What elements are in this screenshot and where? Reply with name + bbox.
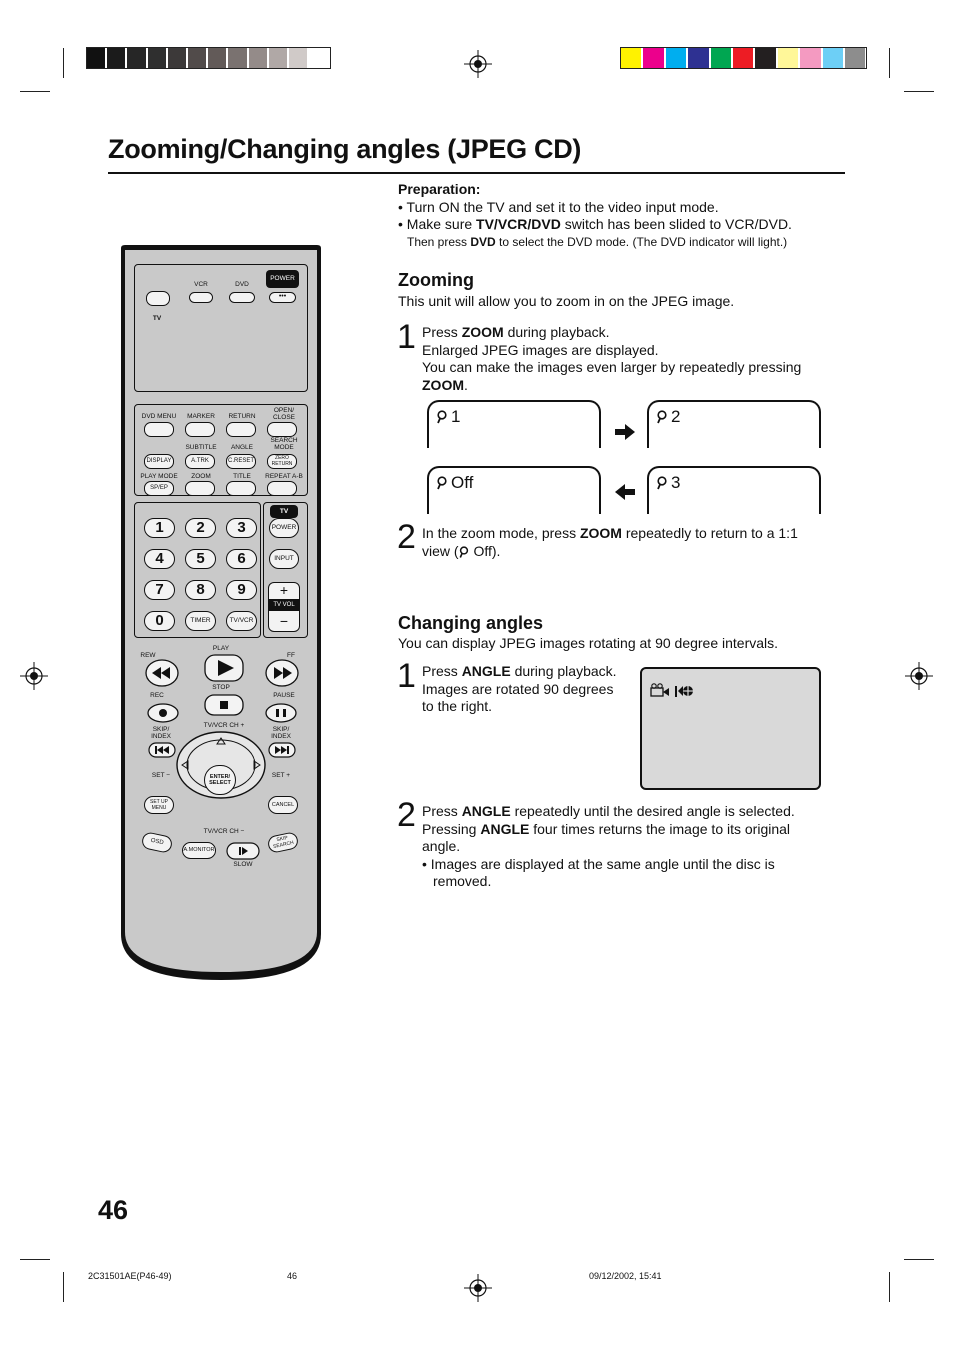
- ch-up-label: TV/VCR CH +: [203, 722, 245, 729]
- a-monitor-button[interactable]: A.MONITOR: [182, 842, 216, 859]
- zooming-heading: Zooming: [398, 270, 474, 290]
- crop-mark: [63, 48, 64, 78]
- angle-display-screen: [640, 667, 821, 790]
- zoom-magnifier-icon: [657, 476, 669, 490]
- slow-label: SLOW: [233, 861, 253, 868]
- ff-label: FF: [287, 652, 295, 659]
- registration-mark-icon: [464, 1274, 492, 1302]
- repeat-ab-label: REPEAT A-B: [265, 473, 303, 480]
- arrow-right-icon: [613, 423, 637, 441]
- play-label: PLAY: [212, 645, 230, 652]
- rewind-icon[interactable]: [144, 658, 180, 688]
- rec-label: REC: [150, 692, 164, 699]
- calibration-swatch: [249, 48, 267, 68]
- fast-forward-icon[interactable]: [264, 658, 300, 688]
- zoom-level-box: Off: [427, 466, 601, 514]
- volume-up-icon: +: [279, 582, 289, 598]
- calibration-swatch: [755, 48, 775, 68]
- zooming-intro: This unit will allow you to zoom in on the JPEG image.: [398, 293, 735, 309]
- calibration-swatch: [87, 48, 105, 68]
- pause-icon[interactable]: [264, 702, 298, 724]
- crop-mark: [20, 1259, 50, 1260]
- slow-icon[interactable]: [226, 842, 260, 860]
- cancel-button[interactable]: CANCEL: [268, 796, 298, 814]
- vcr-button[interactable]: [189, 292, 213, 303]
- calibration-swatch: [208, 48, 226, 68]
- calibration-swatch: [621, 48, 641, 68]
- angle-label: ANGLE: [230, 444, 254, 451]
- footer-left: 2C31501AE(P46-49): [88, 1271, 172, 1281]
- calibration-swatch: [289, 48, 307, 68]
- calibration-swatch: [269, 48, 287, 68]
- calibration-swatch: [188, 48, 206, 68]
- zoom-button[interactable]: [185, 481, 215, 496]
- subtitle-label: SUBTITLE: [185, 444, 217, 451]
- arrow-left-icon: [613, 483, 637, 501]
- number-9-button[interactable]: 9: [226, 580, 257, 600]
- timer-button[interactable]: TIMER: [185, 611, 216, 631]
- record-icon[interactable]: [146, 702, 180, 724]
- remote-control-illustration: [118, 244, 324, 982]
- step-number: 1: [397, 318, 416, 356]
- tv-volume-rocker[interactable]: [268, 582, 300, 632]
- power-button[interactable]: POWER: [266, 270, 299, 288]
- set-minus-label: SET −: [151, 772, 171, 779]
- dvd-label: DVD: [235, 281, 249, 288]
- calibration-swatch: [228, 48, 246, 68]
- zoom-level-box: 1: [427, 400, 601, 448]
- set-plus-label: SET +: [271, 772, 291, 779]
- crop-mark: [889, 48, 890, 78]
- calibration-swatch: [823, 48, 843, 68]
- step-number: 1: [397, 657, 416, 695]
- tv-vcr-button[interactable]: TV/VCR: [226, 611, 257, 631]
- calibration-swatch: [107, 48, 125, 68]
- number-4-button[interactable]: 4: [144, 549, 175, 569]
- angles-intro: You can display JPEG images rotating at 90 degree intervals.: [398, 635, 779, 651]
- zoom-level-box: 2: [647, 400, 821, 448]
- zoom-magnifier-icon: [437, 476, 449, 490]
- skip-back-icon[interactable]: [148, 742, 176, 758]
- angles-heading: Changing angles: [398, 613, 544, 633]
- calibration-swatch: [688, 48, 708, 68]
- marker-label: MARKER: [187, 413, 215, 420]
- calibration-swatch: [168, 48, 186, 68]
- setup-menu-button[interactable]: SET UP MENU: [144, 796, 174, 814]
- registration-mark-icon: [464, 50, 492, 78]
- more-button[interactable]: •••: [269, 292, 296, 303]
- zoom-label: ZOOM: [191, 473, 211, 480]
- number-0-button[interactable]: 0: [144, 611, 175, 631]
- page-title: Zooming/Changing angles (JPEG CD): [108, 134, 582, 164]
- preparation-line: • Make sure TV/VCR/DVD switch has been slided to VCR/DVD.: [398, 216, 792, 232]
- dvd-menu-label: DVD MENU: [141, 413, 177, 420]
- step-number: 2: [397, 796, 416, 834]
- angles-step1-text: Press ANGLE during playback. Images are rotated 90 degrees to the right.: [422, 663, 617, 714]
- stop-label: STOP: [212, 684, 230, 691]
- calibration-swatch: [845, 48, 865, 68]
- crop-mark: [20, 91, 50, 92]
- number-2-button[interactable]: 2: [185, 518, 216, 538]
- calibration-swatch: [711, 48, 731, 68]
- calibration-swatch: [800, 48, 820, 68]
- skip-index-right-label: SKIP/ INDEX: [271, 726, 291, 740]
- tv-switch-label: TV: [152, 315, 162, 322]
- registration-mark-icon: [905, 662, 933, 690]
- enter-select-button[interactable]: ENTER/ SELECT: [204, 765, 236, 795]
- open-close-button[interactable]: [267, 422, 297, 437]
- skip-index-left-label: SKIP/ INDEX: [151, 726, 171, 740]
- title-button[interactable]: [226, 481, 256, 496]
- skip-forward-icon[interactable]: [268, 742, 296, 758]
- crop-mark: [63, 1272, 64, 1302]
- creset-button[interactable]: C.RESET: [226, 454, 256, 469]
- return-button[interactable]: [226, 422, 256, 437]
- return-label: RETURN: [228, 413, 256, 420]
- number-8-button[interactable]: 8: [185, 580, 216, 600]
- title-label: TITLE: [233, 473, 251, 480]
- calibration-swatch: [733, 48, 753, 68]
- marker-button[interactable]: [185, 422, 215, 437]
- search-mode-label: SEARCH MODE: [270, 437, 298, 451]
- page-number: 46: [98, 1195, 129, 1225]
- skip-search-button[interactable]: SKIP SEARCH: [267, 831, 300, 854]
- preparation-block: [398, 181, 792, 251]
- repeat-ab-button[interactable]: [267, 481, 297, 496]
- zoom-magnifier-icon: [437, 410, 449, 424]
- registration-mark-icon: [20, 662, 48, 690]
- display-button[interactable]: DISPLAY: [144, 454, 174, 469]
- angles-step2-text: Press ANGLE repeatedly until the desired angle is selected. Pressing ANGLE four times returns the image to its original angle. • Images are displayed at the same angle until the disc is removed.: [422, 803, 795, 889]
- number-1-button[interactable]: 1: [144, 518, 175, 538]
- pause-label: PAUSE: [273, 692, 295, 699]
- input-button[interactable]: INPUT: [269, 549, 299, 569]
- tv-label: TV: [270, 505, 298, 518]
- tv-power-button[interactable]: POWER: [269, 518, 299, 538]
- dvd-button[interactable]: [229, 292, 255, 303]
- preparation-note: Then press DVD to select the DVD mode. (The DVD indicator will light.): [407, 234, 788, 249]
- tv-vol-label: TV VOL: [269, 599, 299, 611]
- preparation-heading: Preparation:: [398, 181, 481, 197]
- preparation-line: • Turn ON the TV and set it to the video input mode.: [398, 198, 719, 215]
- number-7-button[interactable]: 7: [144, 580, 175, 600]
- calibration-swatch: [309, 48, 327, 68]
- zooming-step1-text: Press ZOOM during playback. Enlarged JPEG images are displayed. You can make the images even larger by repeatedly pressing ZOOM.: [422, 324, 802, 393]
- footer-center: 46: [287, 1271, 298, 1281]
- angle-camera-icon: [650, 683, 698, 699]
- open-close-label: OPEN/ CLOSE: [272, 407, 296, 421]
- volume-down-icon: −: [279, 613, 289, 629]
- zero-return-button[interactable]: ZERO RETURN: [267, 454, 297, 469]
- number-3-button[interactable]: 3: [226, 518, 257, 538]
- rew-label: REW: [140, 652, 156, 659]
- footer-right: 09/12/2002, 15:41: [589, 1271, 662, 1281]
- calibration-swatch: [778, 48, 798, 68]
- calibration-swatch: [127, 48, 145, 68]
- crop-mark: [904, 1259, 934, 1260]
- vcr-label: VCR: [194, 281, 208, 288]
- zoom-magnifier-icon: [657, 410, 669, 424]
- title-rule: [108, 172, 845, 174]
- ch-down-label: TV/VCR CH −: [203, 828, 245, 835]
- stop-icon[interactable]: [204, 694, 244, 716]
- osd-button[interactable]: OSD: [141, 831, 174, 854]
- crop-mark: [889, 1272, 890, 1302]
- number-5-button[interactable]: 5: [185, 549, 216, 569]
- step-number: 2: [397, 518, 416, 556]
- crop-mark: [904, 91, 934, 92]
- calibration-swatch: [643, 48, 663, 68]
- dvd-menu-button[interactable]: [144, 422, 174, 437]
- play-icon[interactable]: [204, 654, 244, 682]
- sp-ep-button[interactable]: SP/EP: [144, 481, 174, 496]
- play-mode-label: PLAY MODE: [140, 473, 178, 480]
- zooming-step2-text: In the zoom mode, press ZOOM repeatedly to return to a 1:1 view ( Off).: [422, 525, 798, 559]
- zoom-level-box: 3: [647, 466, 821, 514]
- tv-vcr-dvd-switch[interactable]: [146, 291, 170, 306]
- atrk-button[interactable]: A.TRK: [185, 454, 215, 469]
- zoom-magnifier-icon: [459, 546, 470, 558]
- number-6-button[interactable]: 6: [226, 549, 257, 569]
- calibration-swatch: [666, 48, 686, 68]
- calibration-swatch: [148, 48, 166, 68]
